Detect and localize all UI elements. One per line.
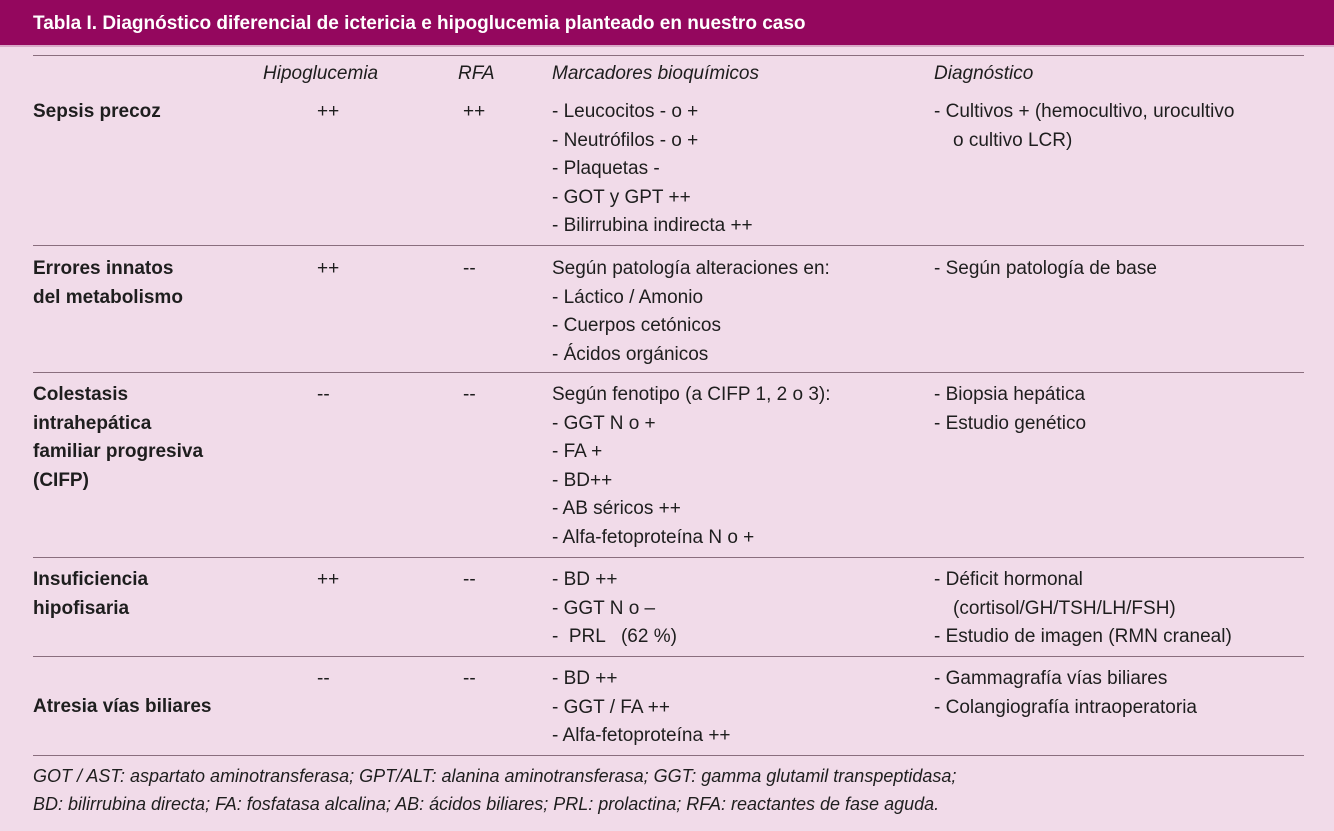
row-name-line: intrahepática xyxy=(33,412,152,434)
marcador-item: - Ácidos orgánicos xyxy=(552,343,709,365)
marcador-item: - PRL (62 %) xyxy=(552,626,677,647)
diagnostico-item: - Gammagrafía vías biliares xyxy=(934,668,1168,689)
diagnostico-item: - Colangiografía intraoperatoria xyxy=(934,696,1197,718)
table-footnote xyxy=(33,762,956,818)
diagnostico-item: - Según patología de base xyxy=(934,258,1157,279)
row-name-line: Sepsis precoz xyxy=(33,101,161,122)
rfa-value: -- xyxy=(463,258,476,279)
marcador-item: - Alfa-fetoproteína N o + xyxy=(552,526,755,548)
marcador-item: - FA + xyxy=(552,441,603,462)
diagnostico-item: - Cultivos + (hemocultivo, urocultivo xyxy=(934,101,1235,122)
marcador-item: - Láctico / Amonio xyxy=(552,286,704,308)
marcadores-list xyxy=(552,381,831,552)
marcador-item: - GGT N o + xyxy=(552,412,656,434)
rfa-value: ++ xyxy=(463,101,486,122)
marcadores-list xyxy=(552,255,830,369)
marcadores-list xyxy=(552,665,731,751)
row-name-line: del metabolismo xyxy=(33,286,183,308)
hipoglucemia-value: ++ xyxy=(317,101,340,122)
diagnostico-item: - Biopsia hepática xyxy=(934,384,1086,405)
marcador-item: - GGT / FA ++ xyxy=(552,696,670,718)
diagnostico-item: o cultivo LCR) xyxy=(953,129,1073,151)
row-name xyxy=(33,693,212,722)
table-row xyxy=(33,657,1304,756)
marcador-item: - Plaquetas - xyxy=(552,158,660,179)
marcador-item: Según patología alteraciones en: xyxy=(552,258,830,279)
marcador-item: - Neutrófilos - o + xyxy=(552,129,699,151)
table-header xyxy=(33,56,1304,96)
diagnostico-item: - Estudio genético xyxy=(934,412,1087,434)
footnote-line: BD: bilirrubina directa; FA: fosfatasa alcalina; AB: ácidos biliares; PRL: prolactina; RFA: reactantes de fase aguda. xyxy=(33,794,940,814)
marcador-item: - AB séricos ++ xyxy=(552,498,681,519)
row-name-line: familiar progresiva xyxy=(33,441,204,462)
hipoglucemia-value: ++ xyxy=(317,258,340,279)
row-name xyxy=(33,381,203,495)
marcador-item: - Alfa-fetoproteína ++ xyxy=(552,725,731,746)
row-name xyxy=(33,255,183,312)
row-name-line: Errores innatos xyxy=(33,258,174,279)
row-name xyxy=(33,98,161,127)
diagnostico-list xyxy=(934,566,1232,652)
row-name-line: Colestasis xyxy=(33,384,129,405)
footnote-line: GOT / AST: aspartato aminotransferasa; GPT/ALT: alanina aminotransferasa; GGT: gamma glutamil transpeptidasa; xyxy=(33,766,957,786)
hipoglucemia-value: ++ xyxy=(317,569,340,590)
marcador-item: - BD++ xyxy=(552,469,613,491)
table-title: Tabla I. Diagnóstico diferencial de ictericia e hipoglucemia planteado en nuestro caso xyxy=(0,0,1334,47)
rfa-value: -- xyxy=(463,569,476,590)
marcador-item: - GOT y GPT ++ xyxy=(552,186,691,208)
table-row xyxy=(33,373,1304,558)
table-row xyxy=(33,96,1304,246)
diagnosis-table xyxy=(33,55,1304,756)
header-marcadores: Marcadores bioquímicos xyxy=(552,63,759,84)
hipoglucemia-value: -- xyxy=(317,384,330,405)
diagnostico-list xyxy=(934,255,1157,284)
rfa-value: -- xyxy=(463,668,476,689)
row-name-line: Atresia vías biliares xyxy=(33,696,212,717)
header-rfa: RFA xyxy=(458,63,495,84)
marcador-item: - BD ++ xyxy=(552,569,618,590)
diagnostico-item: (cortisol/GH/TSH/LH/FSH) xyxy=(953,597,1176,619)
marcador-item: - Leucocitos - o + xyxy=(552,101,699,122)
diagnostico-item: - Déficit hormonal xyxy=(934,569,1083,590)
diagnostico-list xyxy=(934,381,1086,438)
marcador-item: - BD ++ xyxy=(552,668,618,689)
row-name-line: hipofisaria xyxy=(33,597,130,619)
marcadores-list xyxy=(552,98,753,241)
diagnostico-item: - Estudio de imagen (RMN craneal) xyxy=(934,626,1232,647)
marcador-item: Según fenotipo (a CIFP 1, 2 o 3): xyxy=(552,384,831,405)
row-name-line: (CIFP) xyxy=(33,469,89,491)
diagnostico-list xyxy=(934,98,1234,155)
header-hipoglucemia: Hipoglucemia xyxy=(263,63,379,84)
hipoglucemia-value: -- xyxy=(317,668,330,689)
marcador-item: - Bilirrubina indirecta ++ xyxy=(552,215,753,236)
rfa-value: -- xyxy=(463,384,476,405)
row-name xyxy=(33,566,148,623)
row-name-line: Insuficiencia xyxy=(33,569,149,590)
table-row xyxy=(33,558,1304,657)
table-row xyxy=(33,246,1304,373)
marcador-item: - Cuerpos cetónicos xyxy=(552,315,721,336)
header-diagnostico: Diagnóstico xyxy=(934,63,1034,84)
marcadores-list xyxy=(552,566,677,652)
marcador-item: - GGT N o – xyxy=(552,597,656,619)
diagnostico-list xyxy=(934,665,1197,722)
